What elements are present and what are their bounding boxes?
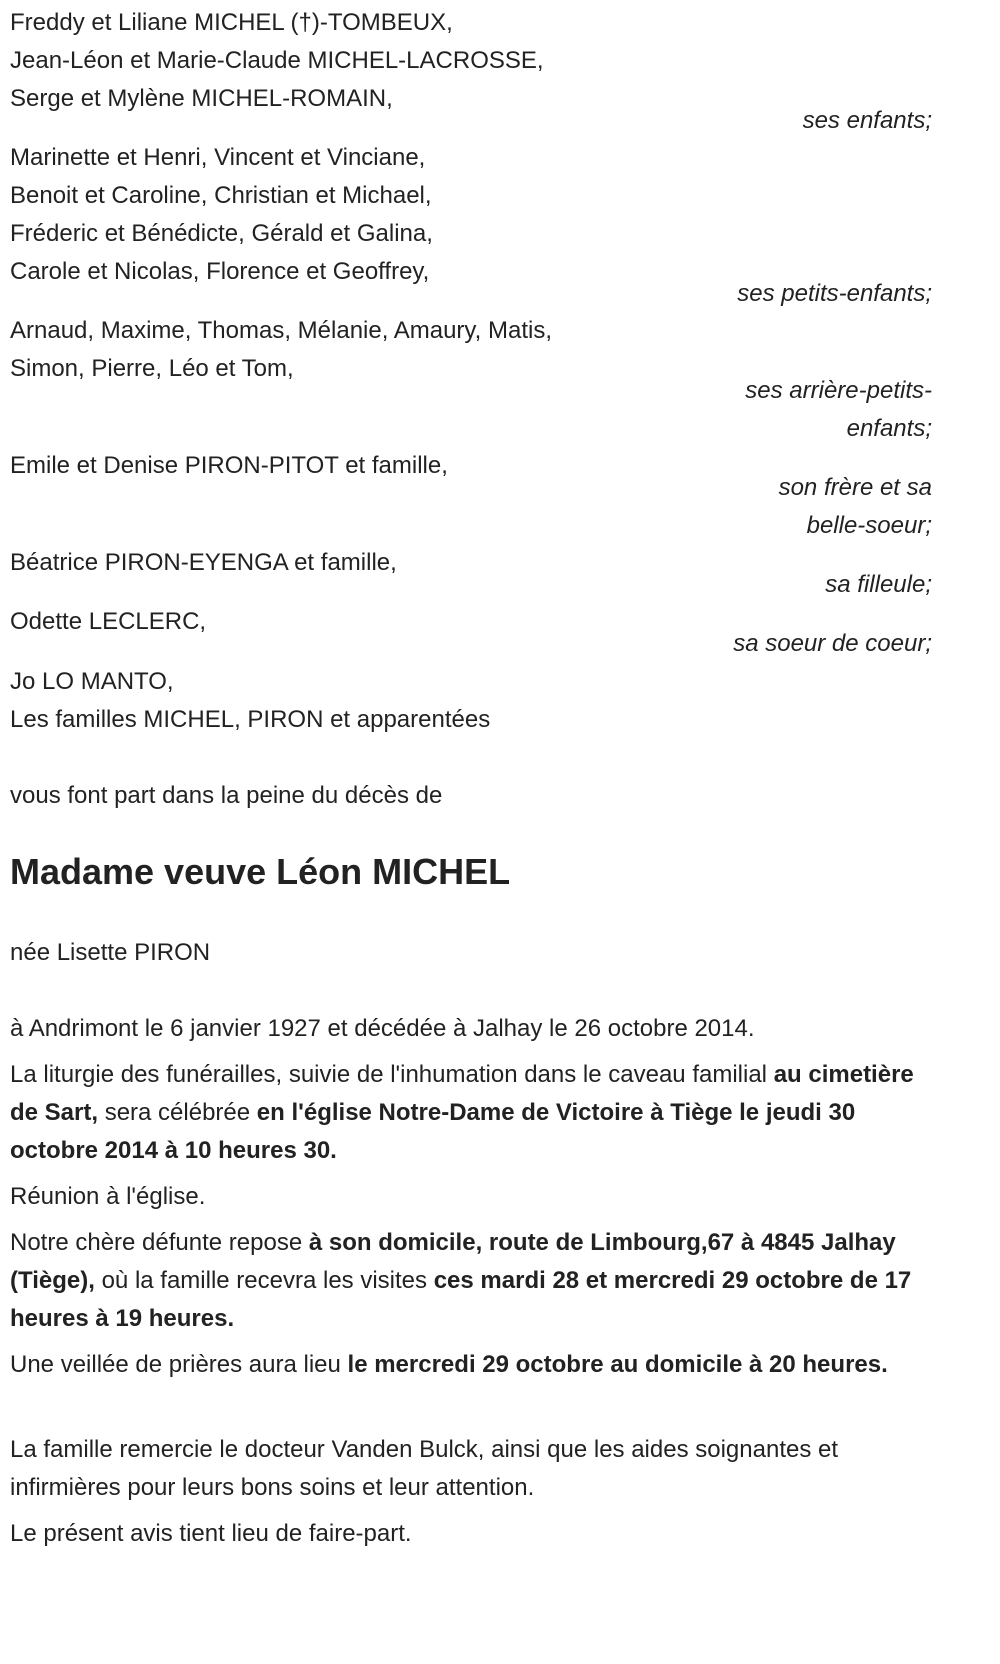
family-line: Odette LECLERC, bbox=[10, 608, 207, 635]
family-line: Benoit et Caroline, Christian et Michael, bbox=[10, 182, 432, 209]
relationship-label: son frère et sa bbox=[778, 474, 932, 501]
text-segment: à Andrimont le 6 janvier 1927 et décédée à Jalhay le 26 octobre 2014. bbox=[10, 1015, 755, 1042]
family-line: Carole et Nicolas, Florence et Geoffrey, bbox=[10, 258, 430, 285]
text-segment: La famille remercie le docteur Vanden Bulck, ainsi que les aides soignantes et infirmières pour leurs bons soins et leur attention. bbox=[10, 1436, 839, 1501]
notice-paragraph bbox=[10, 1515, 930, 1553]
family-line: Les familles MICHEL, PIRON et apparentées bbox=[10, 706, 491, 733]
family-line: Serge et Mylène MICHEL-ROMAIN, bbox=[10, 85, 393, 112]
text-segment: La liturgie des funérailles, suivie de l'inhumation dans le caveau familial bbox=[10, 1061, 774, 1088]
notice-paragraph bbox=[10, 1056, 930, 1170]
family-line: Jean-Léon et Marie-Claude MICHEL-LACROSSE, bbox=[10, 47, 544, 74]
family-line: Béatrice PIRON-EYENGA et famille, bbox=[10, 549, 397, 576]
family-line: Marinette et Henri, Vincent et Vinciane, bbox=[10, 144, 426, 171]
text-segment: Le présent avis tient lieu de faire-part. bbox=[10, 1520, 412, 1547]
family-line: Jo LO MANTO, bbox=[10, 668, 174, 695]
relationship-label: ses petits-enfants; bbox=[737, 280, 932, 307]
birth-name: née Lisette PIRON bbox=[10, 939, 211, 966]
family-line: Emile et Denise PIRON-PITOT et famille, bbox=[10, 452, 448, 479]
family-line: Freddy et Liliane MICHEL (†)-TOMBEUX, bbox=[10, 9, 453, 36]
emphasized-text: en l'église Notre-Dame de Victoire à Tiège le jeudi 30 octobre 2014 à 10 heures 30. bbox=[10, 1099, 856, 1164]
text-segment: Une veillée de prières aura lieu bbox=[10, 1351, 348, 1378]
relationship-label: ses enfants; bbox=[802, 107, 932, 134]
relationship-label: belle-soeur; bbox=[806, 512, 932, 539]
emphasized-text: le mercredi 29 octobre au domicile à 20 heures. bbox=[347, 1351, 888, 1378]
family-line: Fréderic et Bénédicte, Gérald et Galina, bbox=[10, 220, 433, 247]
notice-paragraph bbox=[10, 1010, 930, 1048]
emphasized-text: au cimetière de Sart, bbox=[10, 1061, 914, 1126]
emphasized-text: à son domicile, route de Limbourg,67 à 4845 Jalhay (Tiège), bbox=[10, 1229, 896, 1294]
relationship-label: sa soeur de coeur; bbox=[733, 630, 932, 657]
relationship-label: sa filleule; bbox=[825, 571, 932, 598]
notice-paragraph bbox=[10, 1178, 930, 1216]
deceased-name: Madame veuve Léon MICHEL bbox=[10, 851, 511, 892]
emphasized-text: ces mardi 28 et mercredi 29 octobre de 17 heures à 19 heures. bbox=[10, 1267, 912, 1332]
notice-paragraph bbox=[10, 1346, 930, 1384]
text-segment: où la famille recevra les visites bbox=[94, 1267, 434, 1294]
announcement-text: vous font part dans la peine du décès de bbox=[10, 782, 443, 809]
notice-paragraph bbox=[10, 1431, 930, 1507]
text-segment: sera célébrée bbox=[98, 1099, 257, 1126]
family-line: Simon, Pierre, Léo et Tom, bbox=[10, 355, 294, 382]
text-segment: Notre chère défunte repose bbox=[10, 1229, 309, 1256]
family-line: Arnaud, Maxime, Thomas, Mélanie, Amaury, Matis, bbox=[10, 317, 552, 344]
text-segment: Réunion à l'église. bbox=[10, 1183, 206, 1210]
relationship-label: enfants; bbox=[846, 415, 932, 442]
relationship-label: ses arrière-petits- bbox=[745, 377, 932, 404]
notice-paragraph bbox=[10, 1224, 930, 1338]
